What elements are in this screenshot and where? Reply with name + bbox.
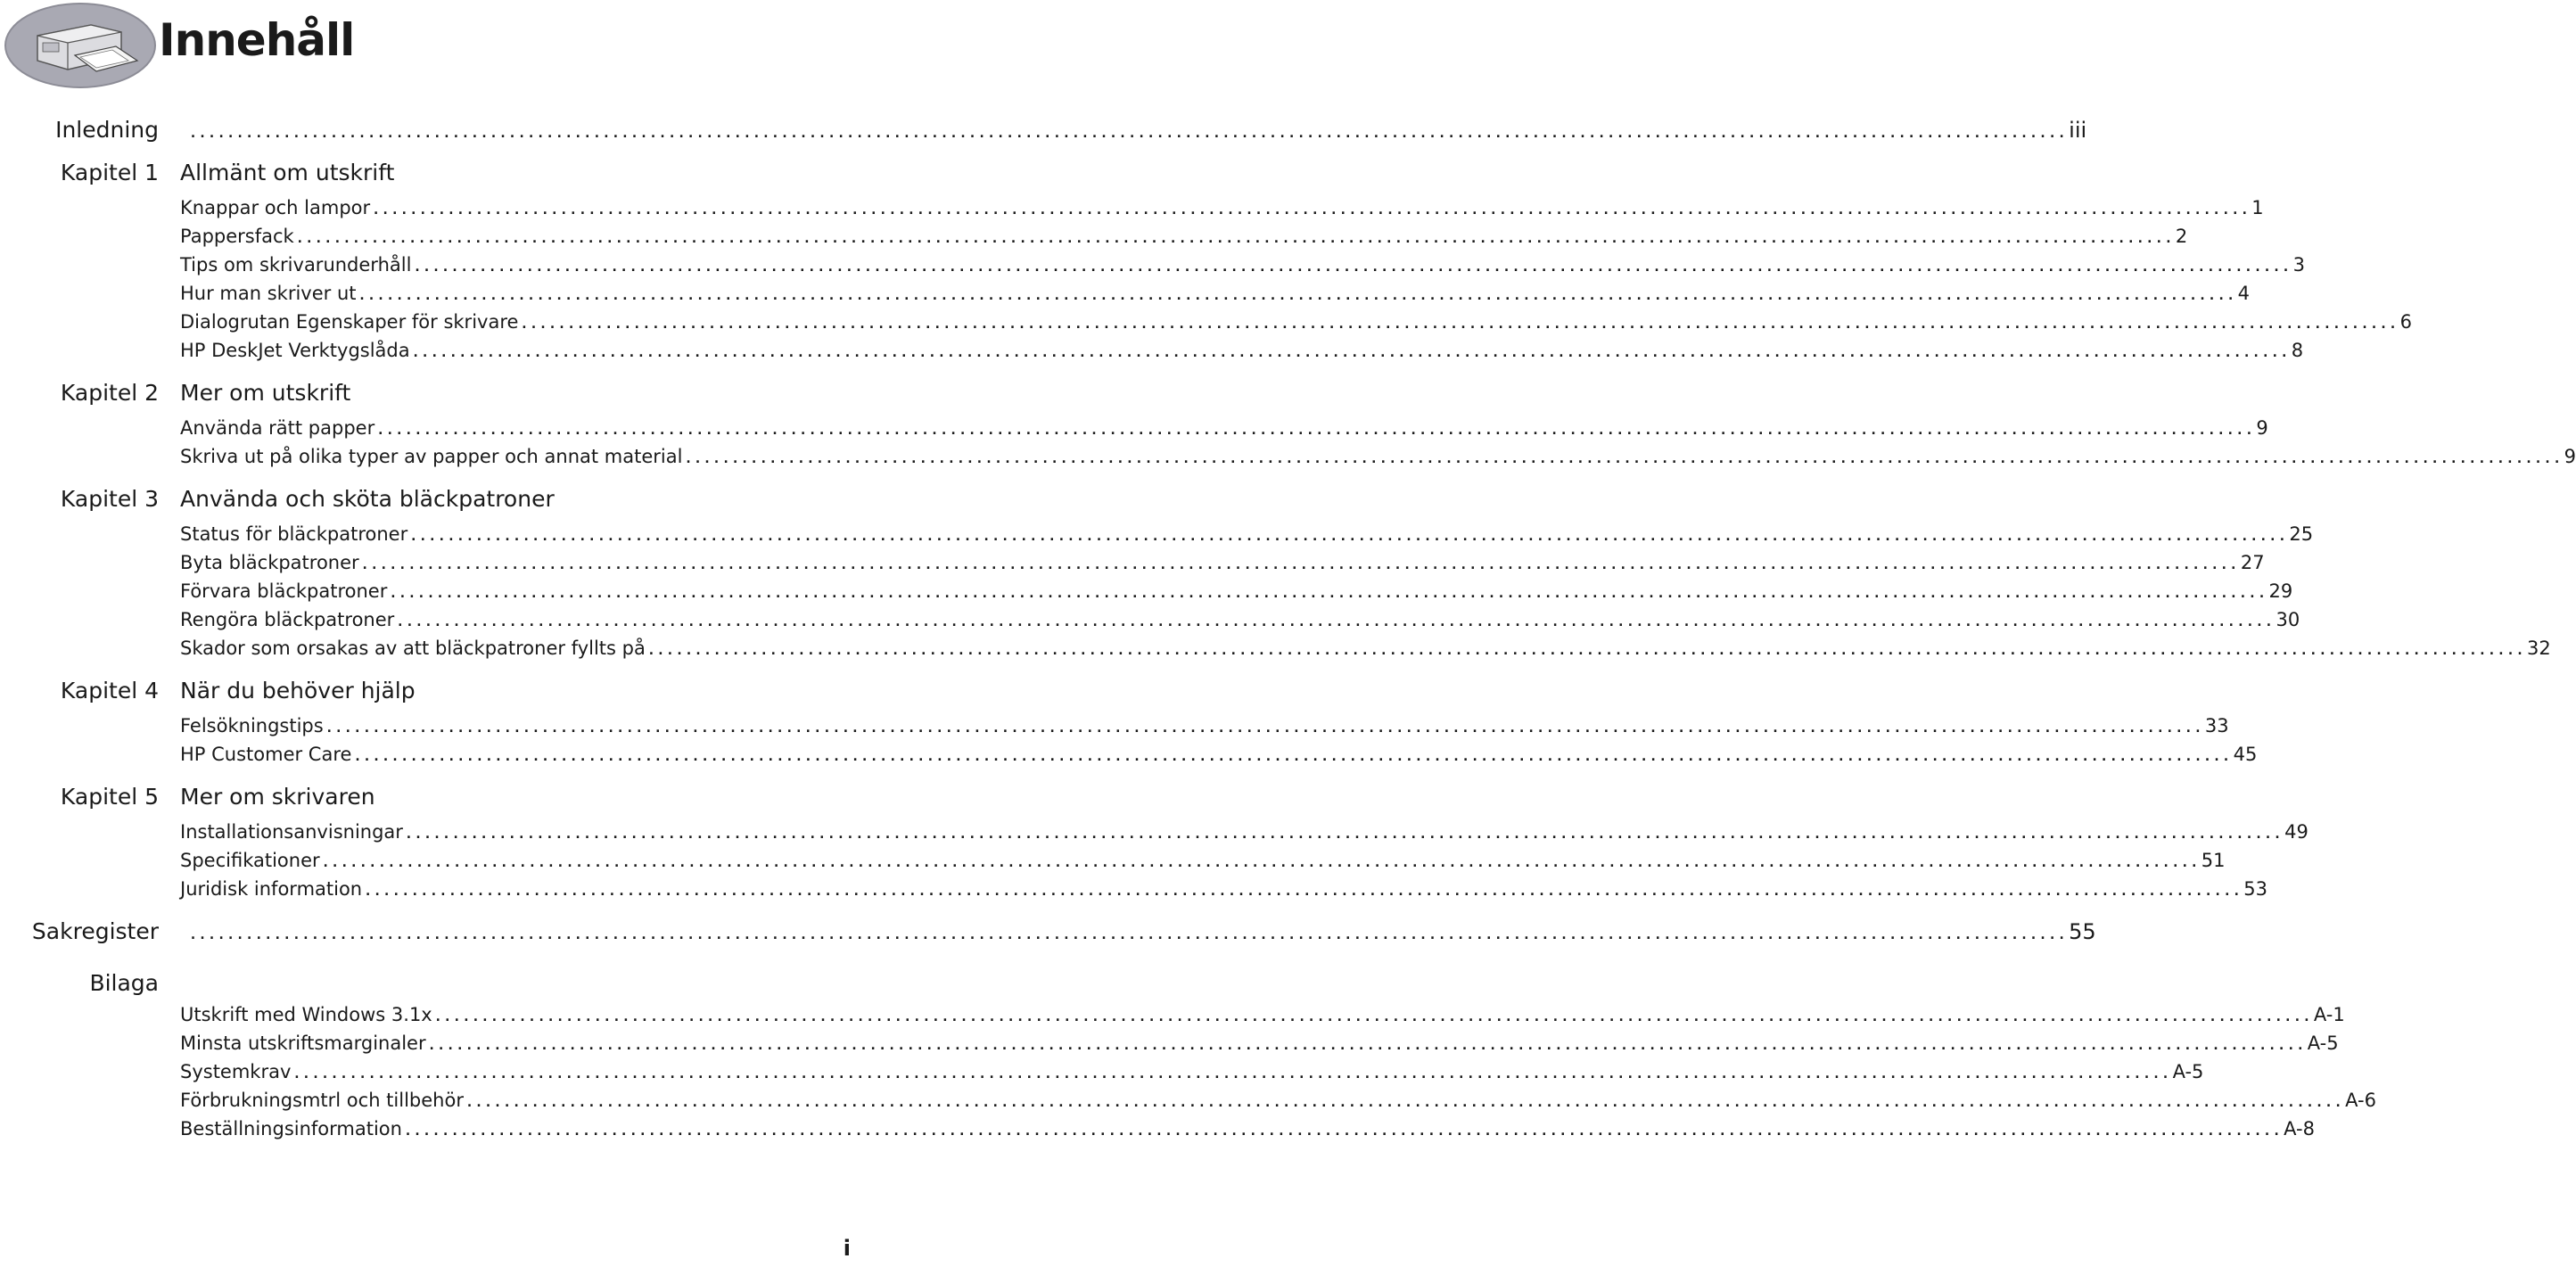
- toc-entry-title: Förvara bläckpatroner: [180, 580, 388, 602]
- chapter-label: Kapitel 4: [60, 678, 159, 703]
- toc-entry-title: Pappersfack: [180, 226, 294, 247]
- dot-leader: ........................................................................................................................................................................................................: [646, 642, 2526, 658]
- toc-entry[interactable]: [180, 416, 2268, 440]
- chapter-label: Kapitel 5: [60, 784, 159, 810]
- dot-leader: ........................................................................................................................................................................................................: [520, 316, 2399, 332]
- toc-entry-title: Minsta utskriftsmarginaler: [180, 1033, 426, 1054]
- toc-entry-title: Installationsanvisningar: [180, 821, 403, 843]
- dot-leader: ........................................................................................................................................................................................................: [353, 748, 2232, 764]
- dot-leader: ........................................................................................................................................................................................................: [189, 926, 2068, 942]
- toc-page-number: 29: [2268, 580, 2293, 602]
- toc-page-number: 25: [2289, 523, 2314, 545]
- toc-entry[interactable]: [180, 225, 2188, 248]
- toc-page-number: 30: [2276, 609, 2300, 630]
- dot-leader: ........................................................................................................................................................................................................: [411, 344, 2290, 360]
- dot-leader: ........................................................................................................................................................................................................: [413, 259, 2292, 275]
- toc-page-number: A-6: [2345, 1090, 2376, 1111]
- toc-entry[interactable]: [180, 310, 2412, 333]
- toc-page-number: 51: [2201, 850, 2226, 871]
- dot-leader: ........................................................................................................................................................................................................: [364, 883, 2243, 899]
- toc-entry-title: Skriva ut på olika typer av papper och annat material: [180, 446, 683, 467]
- dot-leader: ........................................................................................................................................................................................................: [321, 854, 2200, 870]
- toc-page-number: 9: [2564, 446, 2576, 467]
- dot-leader: ........................................................................................................................................................................................................: [360, 556, 2239, 572]
- toc-entry[interactable]: [180, 608, 2300, 631]
- toc-page-number: 8: [2291, 340, 2304, 361]
- toc-page-number: 9: [2256, 417, 2268, 439]
- chapter-label: Kapitel 1: [60, 160, 159, 185]
- toc-entry-title: HP Customer Care: [180, 744, 352, 765]
- toc-entry-title: Specifikationer: [180, 850, 320, 871]
- toc-page-number: A-1: [2313, 1004, 2345, 1025]
- toc-entry[interactable]: [180, 1117, 2315, 1140]
- page-title: Innehåll: [159, 14, 355, 66]
- toc-entry-title: Knappar och lampor: [180, 197, 371, 218]
- toc-page-number: iii: [2069, 118, 2087, 143]
- toc-entry-title: Byta bläckpatroner: [180, 552, 359, 573]
- dot-leader: ........................................................................................................................................................................................................: [403, 1123, 2283, 1139]
- dot-leader: ........................................................................................................................................................................................................: [427, 1037, 2306, 1053]
- toc-entry[interactable]: [180, 196, 2264, 219]
- toc-entry-title: Systemkrav: [180, 1061, 292, 1082]
- toc-entry[interactable]: [180, 282, 2251, 305]
- printer-icon: [4, 2, 157, 89]
- dot-leader: ........................................................................................................................................................................................................: [396, 613, 2275, 629]
- page-number: i: [843, 1236, 851, 1261]
- toc-page-number: 27: [2240, 552, 2265, 573]
- toc-entry-title: Tips om skrivarunderhåll: [180, 254, 412, 276]
- chapter-label: Bilaga: [89, 970, 159, 996]
- toc-entry[interactable]: [187, 118, 2087, 143]
- printer-logo: [4, 2, 157, 89]
- toc-page-number: 2: [2175, 226, 2188, 247]
- toc-entry-title: Förbrukningsmtrl och tillbehör: [180, 1090, 464, 1111]
- toc-page-number: 55: [2069, 919, 2096, 944]
- toc-entry[interactable]: [180, 339, 2304, 362]
- toc-entry[interactable]: [180, 849, 2226, 872]
- toc-page-number: 49: [2284, 821, 2309, 843]
- toc-entry-title: HP DeskJet Verktygslåda: [180, 340, 410, 361]
- toc-entry[interactable]: [180, 1003, 2345, 1026]
- chapter-heading: Allmänt om utskrift: [180, 160, 395, 185]
- toc-entry-title: Beställningsinformation: [180, 1118, 402, 1139]
- dot-leader: ........................................................................................................................................................................................................: [404, 826, 2284, 842]
- toc-entry-title: Använda rätt papper: [180, 417, 375, 439]
- chapter-heading: Använda och sköta bläckpatroner: [180, 486, 555, 512]
- toc-page-number: 53: [2243, 878, 2268, 900]
- toc-page-number: 45: [2233, 744, 2258, 765]
- dot-leader: ........................................................................................................................................................................................................: [465, 1094, 2344, 1110]
- dot-leader: ........................................................................................................................................................................................................: [358, 287, 2236, 303]
- toc-entry-title: Status för bläckpatroner: [180, 523, 408, 545]
- toc-entry[interactable]: [180, 253, 2305, 276]
- toc-entry[interactable]: [180, 1060, 2204, 1083]
- toc-entry[interactable]: [180, 877, 2268, 901]
- toc-page-number: A-5: [2172, 1061, 2204, 1082]
- toc-entry[interactable]: [180, 445, 2576, 468]
- chapter-label: Inledning: [55, 117, 159, 143]
- dot-leader: ........................................................................................................................................................................................................: [684, 450, 2563, 466]
- dot-leader: ........................................................................................................................................................................................................: [325, 720, 2203, 736]
- toc-entry[interactable]: [180, 1032, 2339, 1055]
- toc-page-number: A-8: [2284, 1118, 2315, 1139]
- toc-page-number: 3: [2292, 254, 2305, 276]
- toc-entry-title: Hur man skriver ut: [180, 283, 357, 304]
- toc-entry-title: Felsökningstips: [180, 715, 324, 736]
- toc-entry[interactable]: [180, 820, 2309, 843]
- chapter-label: Sakregister: [31, 918, 159, 944]
- toc-entry-title: Juridisk information: [180, 878, 363, 900]
- chapter-label: Kapitel 2: [60, 380, 159, 406]
- toc-entry[interactable]: [180, 637, 2551, 660]
- toc-entry[interactable]: [187, 919, 2096, 944]
- toc-page-number: 6: [2399, 311, 2412, 333]
- toc-entry[interactable]: [180, 580, 2293, 603]
- dot-leader: ........................................................................................................................................................................................................: [409, 528, 2288, 544]
- chapter-heading: När du behöver hjälp: [180, 678, 416, 703]
- dot-leader: ........................................................................................................................................................................................................: [433, 1008, 2312, 1024]
- toc-entry-title: Rengöra bläckpatroner: [180, 609, 395, 630]
- dot-leader: ........................................................................................................................................................................................................: [189, 125, 2068, 141]
- toc-entry-title: Utskrift med Windows 3.1x: [180, 1004, 432, 1025]
- chapter-label: Kapitel 3: [60, 486, 159, 512]
- chapter-heading: Mer om skrivaren: [180, 784, 375, 810]
- dot-leader: ........................................................................................................................................................................................................: [292, 1065, 2171, 1082]
- dot-leader: ........................................................................................................................................................................................................: [376, 422, 2255, 438]
- toc-entry[interactable]: [180, 714, 2229, 737]
- toc-entry[interactable]: [180, 522, 2314, 546]
- toc-page-number: 33: [2204, 715, 2229, 736]
- toc-entry-title: Skador som orsakas av att bläckpatroner fyllts på: [180, 638, 646, 659]
- toc-page-number: 1: [2251, 197, 2264, 218]
- toc-entry[interactable]: [180, 551, 2265, 574]
- toc-page-number: 4: [2237, 283, 2251, 304]
- chapter-heading: Mer om utskrift: [180, 380, 351, 406]
- dot-leader: ........................................................................................................................................................................................................: [389, 585, 2267, 601]
- toc-entry-title: Dialogrutan Egenskaper för skrivare: [180, 311, 519, 333]
- toc-page-number: A-5: [2307, 1033, 2339, 1054]
- dot-leader: ........................................................................................................................................................................................................: [372, 202, 2251, 218]
- toc-page-number: 32: [2527, 638, 2551, 659]
- toc-entry[interactable]: [180, 1089, 2376, 1112]
- dot-leader: ........................................................................................................................................................................................................: [295, 230, 2174, 246]
- toc-entry[interactable]: [180, 743, 2258, 766]
